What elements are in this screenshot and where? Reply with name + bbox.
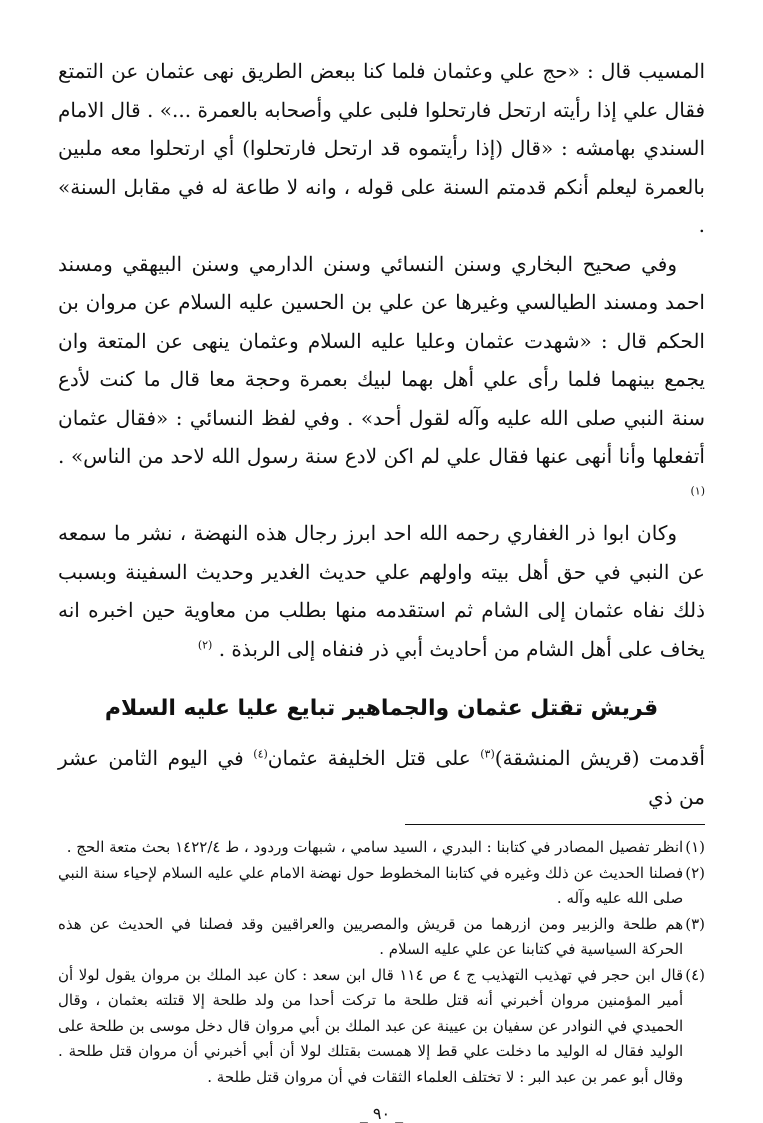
footnote-text: فصلنا الحديث عن ذلك وغيره في كتابنا المخطوط حول نهضة الامام علي عليه السلام لإحياء سنة النبي صلى الله عليه وآله . <box>58 863 684 907</box>
footnote-number: (٣) <box>685 914 705 933</box>
footnote-text: انظر تفصيل المصادر في كتابنا : البدري ، السيد سامي ، شبهات وردود ، ط ١٤٢٢/٤ بحث متعة الحج . <box>66 838 684 856</box>
paragraph-3-text: وكان ابوا ذر الغفاري رحمه الله احد ابرز رجال هذه النهضة ، نشر ما سمعه عن النبي في حق أهل بيته واولهم علي حديث الغدير وحديث السفينة وبسبب ذلك نفاه عثمان إلى الشام ثم استقدمه منها بطلب من معاوية حين اخبره انه يخاف على أهل الشام من أحاديث أبي ذر فنفاه إلى الربذة . <box>58 521 705 661</box>
paragraph-4-part3: في اليوم الثامن عشر من ذي <box>58 746 705 809</box>
footnote-number: (١) <box>685 838 705 856</box>
paragraph-1 <box>58 52 705 245</box>
paragraph-4-part2: على قتل الخليفة عثمان <box>267 746 481 770</box>
footnote-3 <box>58 912 705 963</box>
footnote-1 <box>58 835 705 861</box>
footnote-ref-2: (٢) <box>197 637 213 651</box>
footnote-number: (٢) <box>685 863 705 882</box>
footnote-text: هم طلحة والزبير ومن ازرهما من قريش والمصريين والعراقيين وقد فصلنا في الحديث عن هذه الحركة السياسية في كتابنا عن علي عليه السلام . <box>58 914 684 958</box>
page-number: _ ٩٠ _ <box>359 1104 404 1123</box>
footnote-separator <box>405 824 705 825</box>
paragraph-2 <box>58 245 705 515</box>
footnote-number: (٤) <box>685 965 705 984</box>
footnote-ref-3: (٣) <box>480 747 495 761</box>
paragraph-4-part1: أقدمت (قريش المنشقة) <box>494 746 705 770</box>
footnote-4 <box>58 963 705 1091</box>
paragraph-1-text: المسيب قال : «حج علي وعثمان فلما كنا ببعض الطريق نهى عثمان عن التمتع فقال علي إذا رأيته ارتحل فارتحلوا فلبى علي وأصحابه بالعمرة ...» . قال الامام السندي بهامشه : «قال (إذا رأيتموه قد ارتحل فارتحلوا) أي ارتحلوا معه ملبين بالعمرة ليعلم أنكم قدمتم السنة على قوله ، وانه لا طاعة له في مقابل السنة» . <box>58 59 705 237</box>
footnote-ref-1: (١) <box>690 483 705 497</box>
paragraph-4 <box>58 739 705 816</box>
paragraph-2-text: وفي صحيح البخاري وسنن النسائي وسنن الدارمي وسنن البيهقي ومسند احمد ومسند الطيالسي وغيرها عن علي بن الحسين عليه السلام عن مروان بن الحكم قال : «شهدت عثمان وعليا عليه السلام وعثمان ينهى عن المتعة وان يجمع بينهما فلما رأى علي أهل بهما لبيك بعمرة وحجة معا قال ما كنت لأدع سنة النبي صلى الله عليه وآله لقول أحد» . وفي لفظ النسائي : «فقال عثمان أتفعلها وأنا أنهى عنها فقال علي لم اكن لادع سنة رسول الله لاحد من الناس» . <box>58 251 705 468</box>
paragraph-3 <box>58 514 705 668</box>
section-heading: قريش تقتل عثمان والجماهير تبايع عليا عليه السلام <box>104 696 659 721</box>
footnote-text: قال ابن حجر في تهذيب التهذيب ج ٤ ص ١١٤ قال ابن سعد : كان عبد الملك بن مروان يقول لولا أن أمير المؤمنين مروان أخبرني أنه قتل طلحة ما تركت أحدا من ولد طلحة إلا قتلته بعثمان ، وقال الحميدي في النوادر عن سفيان بن عيينة عن عبد الملك بن أبي مروان قال دخل موسى بن طلحة على الوليد فقال له الوليد ما دخلت علي قط إلا همست بقتلك لولا أن أبي أخبرني أن مروان قتل طلحة . وقال أبو عمر بن عبد البر : لا تختلف العلماء الثقات في أن مروان قتل طلحة . <box>58 965 684 1086</box>
footnote-2 <box>58 861 705 912</box>
footnotes <box>58 835 705 1090</box>
footnote-ref-4: (٤) <box>253 747 268 761</box>
